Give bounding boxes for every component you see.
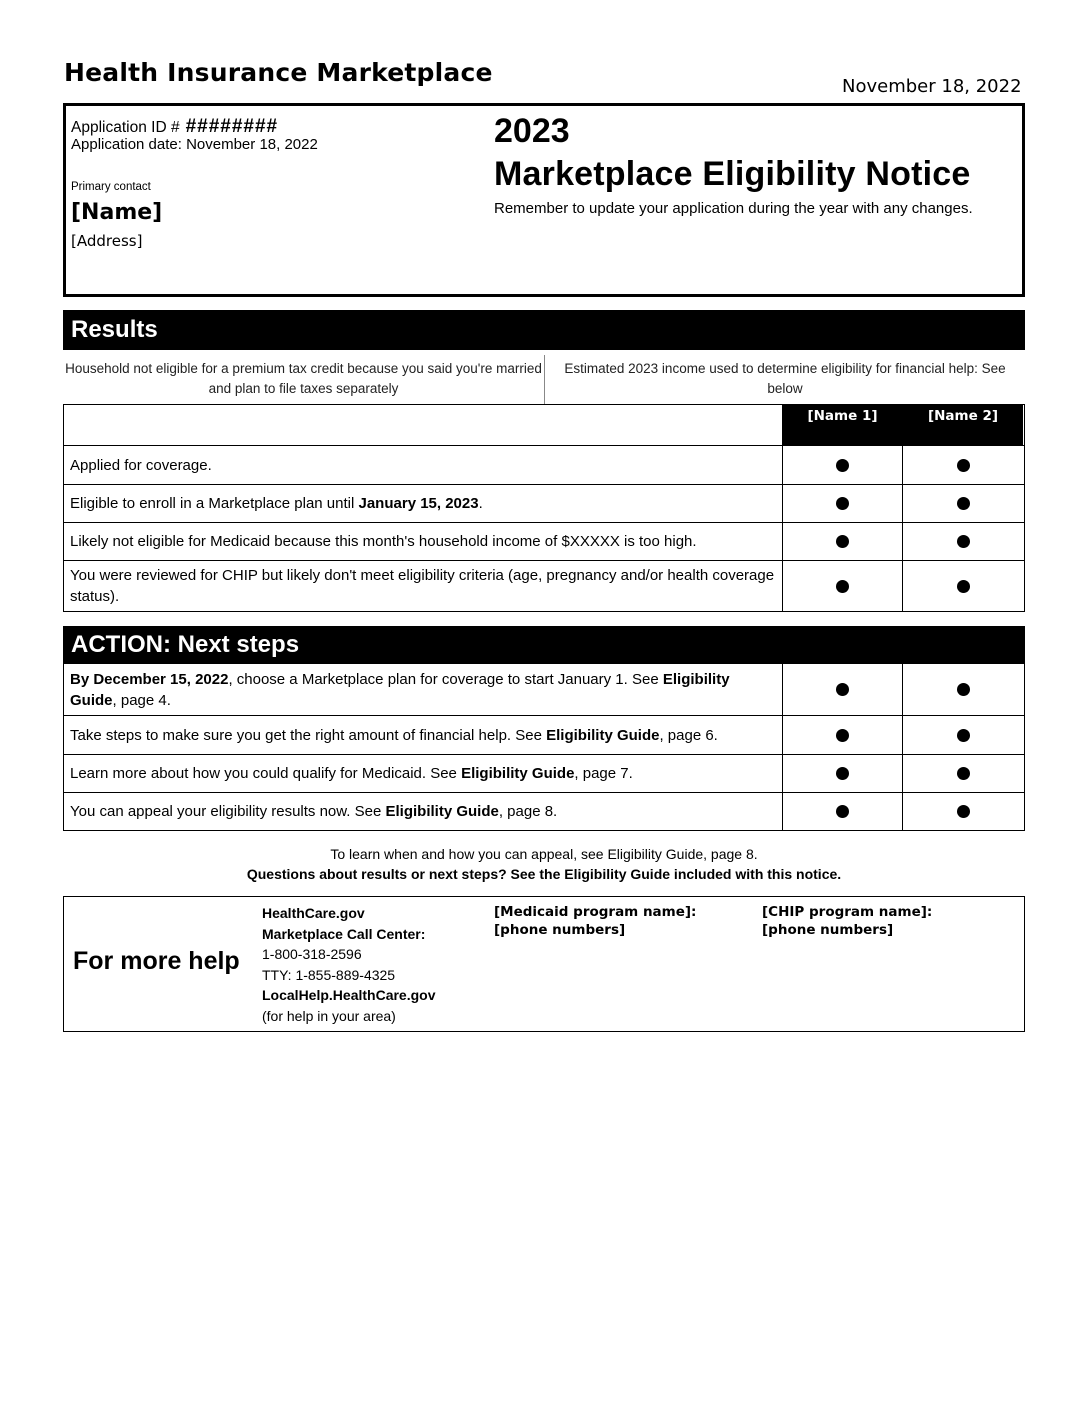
notice-title: Marketplace Eligibility Notice — [494, 155, 971, 193]
contact-address: [Address] — [71, 232, 143, 250]
column-name-1: [Name 1] — [783, 405, 903, 445]
medicaid-program-name: [Medicaid program name]: — [494, 904, 697, 920]
bullet-icon — [957, 459, 970, 472]
primary-contact-label: Primary contact — [71, 181, 151, 193]
tty-phone: TTY: 1-855-889-4325 — [262, 966, 396, 983]
table-row — [64, 664, 1024, 715]
status-cell — [783, 561, 903, 611]
table-row — [64, 792, 1024, 830]
results-summary — [63, 355, 1025, 404]
row-text — [64, 793, 783, 830]
table-row — [64, 484, 1024, 522]
bullet-icon — [957, 767, 970, 780]
contact-name: [Name] — [71, 200, 163, 225]
row-text-part: . — [478, 495, 483, 512]
status-cell — [783, 793, 903, 830]
brand-title: Health Insurance Marketplace — [64, 58, 493, 87]
bullet-icon — [957, 805, 970, 818]
row-text-part: Take steps to make sure you get the right amount of financial help. See — [70, 726, 547, 744]
status-cell — [783, 664, 903, 715]
notice-date: November 18, 2022 — [842, 76, 1022, 97]
notice-header-box — [63, 103, 1025, 297]
bullet-icon — [957, 683, 970, 696]
status-cell — [903, 446, 1023, 484]
application-id-label: Application ID # — [71, 119, 180, 136]
row-text — [64, 755, 783, 792]
bullet-icon — [836, 497, 849, 510]
row-text — [64, 664, 783, 715]
row-text-part: You can appeal your eligibility results now. See — [70, 803, 386, 820]
table-row — [64, 445, 1024, 484]
chip-contact — [762, 903, 932, 939]
status-cell — [783, 716, 903, 754]
results-table — [63, 404, 1025, 612]
bullet-icon — [957, 535, 970, 548]
summary-tax-credit: Household not eligible for a premium tax credit because you said you're married and plan to file taxes separately — [63, 355, 545, 404]
actions-heading: ACTION: Next steps — [63, 626, 1025, 664]
application-date: Application date: November 18, 2022 — [71, 136, 318, 153]
row-text-part: , page 4. — [112, 691, 171, 709]
status-cell — [783, 523, 903, 560]
row-text — [64, 716, 783, 754]
chip-program-name: [CHIP program name]: — [762, 904, 933, 920]
notice-year: 2023 — [494, 112, 570, 150]
row-text-part: , choose a Marketplace plan for coverage to start January 1. See — [228, 670, 663, 688]
table-row — [64, 560, 1024, 611]
medicaid-phone: [phone numbers] — [494, 922, 626, 938]
status-cell — [903, 716, 1023, 754]
help-title: For more help — [73, 947, 240, 975]
healthcare-gov-link[interactable]: HealthCare.gov — [262, 905, 365, 921]
table-row — [64, 754, 1024, 792]
status-cell — [903, 523, 1023, 560]
status-cell — [903, 664, 1023, 715]
row-text-part: , page 7. — [574, 765, 633, 782]
call-center-phone: 1-800-318-2596 — [262, 946, 362, 962]
eligibility-guide-ref: Eligibility Guide — [70, 670, 730, 709]
row-text-bold: January 15, 2023 — [358, 495, 479, 512]
appeal-note: To learn when and how you can appeal, see Eligibility Guide, page 8. — [330, 846, 758, 862]
bullet-icon — [957, 497, 970, 510]
notice-subtitle: Remember to update your application during the year with any changes. — [494, 200, 973, 217]
status-cell — [783, 755, 903, 792]
row-text-part: , page 8. — [498, 803, 558, 820]
bullet-icon — [836, 683, 849, 696]
local-help-note: (for help in your area) — [262, 1007, 396, 1024]
status-cell — [903, 793, 1023, 830]
table-row — [64, 522, 1024, 560]
summary-income: Estimated 2023 income used to determine eligibility for financial help: See below — [564, 361, 1006, 396]
bullet-icon — [836, 580, 849, 593]
eligibility-guide-ref: Eligibility Guide — [546, 726, 660, 744]
questions-note: Questions about results or next steps? See the Eligibility Guide included with this notice. — [246, 866, 842, 882]
application-id-row — [71, 118, 278, 137]
bullet-icon — [836, 805, 849, 818]
call-center-label: Marketplace Call Center: — [262, 925, 426, 942]
bullet-icon — [836, 535, 849, 548]
status-cell — [903, 485, 1023, 522]
status-cell — [903, 755, 1023, 792]
local-help-link[interactable]: LocalHelp.HealthCare.gov — [262, 987, 436, 1003]
row-text — [64, 485, 783, 522]
bullet-icon — [836, 459, 849, 472]
medicaid-contact — [494, 903, 696, 939]
eligibility-guide-ref: Eligibility Guide — [461, 765, 575, 782]
marketplace-contacts — [262, 903, 436, 1026]
bullet-icon — [836, 729, 849, 742]
row-text-bold: By December 15, 2022 — [70, 670, 229, 688]
actions-table — [63, 664, 1025, 831]
application-id-value: ######## — [185, 116, 279, 137]
row-text: Likely not eligible for Medicaid because this month's household income of $XXXXX is too high. — [64, 523, 783, 560]
table-row — [64, 715, 1024, 754]
status-cell — [783, 485, 903, 522]
results-header-row — [64, 405, 1024, 445]
column-name-2: [Name 2] — [903, 405, 1023, 445]
row-text: Applied for coverage. — [64, 446, 783, 484]
status-cell — [783, 446, 903, 484]
help-box — [63, 896, 1025, 1032]
eligibility-guide-ref: Eligibility Guide — [385, 803, 499, 820]
row-text-part: , page 6. — [659, 726, 718, 744]
row-text: You were reviewed for CHIP but likely don't meet eligibility criteria (age, pregnancy and/or health coverage status). — [64, 561, 783, 611]
bullet-icon — [957, 729, 970, 742]
row-text-part: Learn more about how you could qualify for Medicaid. See — [70, 765, 462, 782]
bullet-icon — [836, 767, 849, 780]
row-text-part: Eligible to enroll in a Marketplace plan until — [70, 495, 359, 512]
bullet-icon — [957, 580, 970, 593]
header-blank-cell — [64, 405, 783, 445]
results-heading: Results — [63, 310, 1025, 350]
chip-phone: [phone numbers] — [762, 922, 894, 938]
status-cell — [903, 561, 1023, 611]
